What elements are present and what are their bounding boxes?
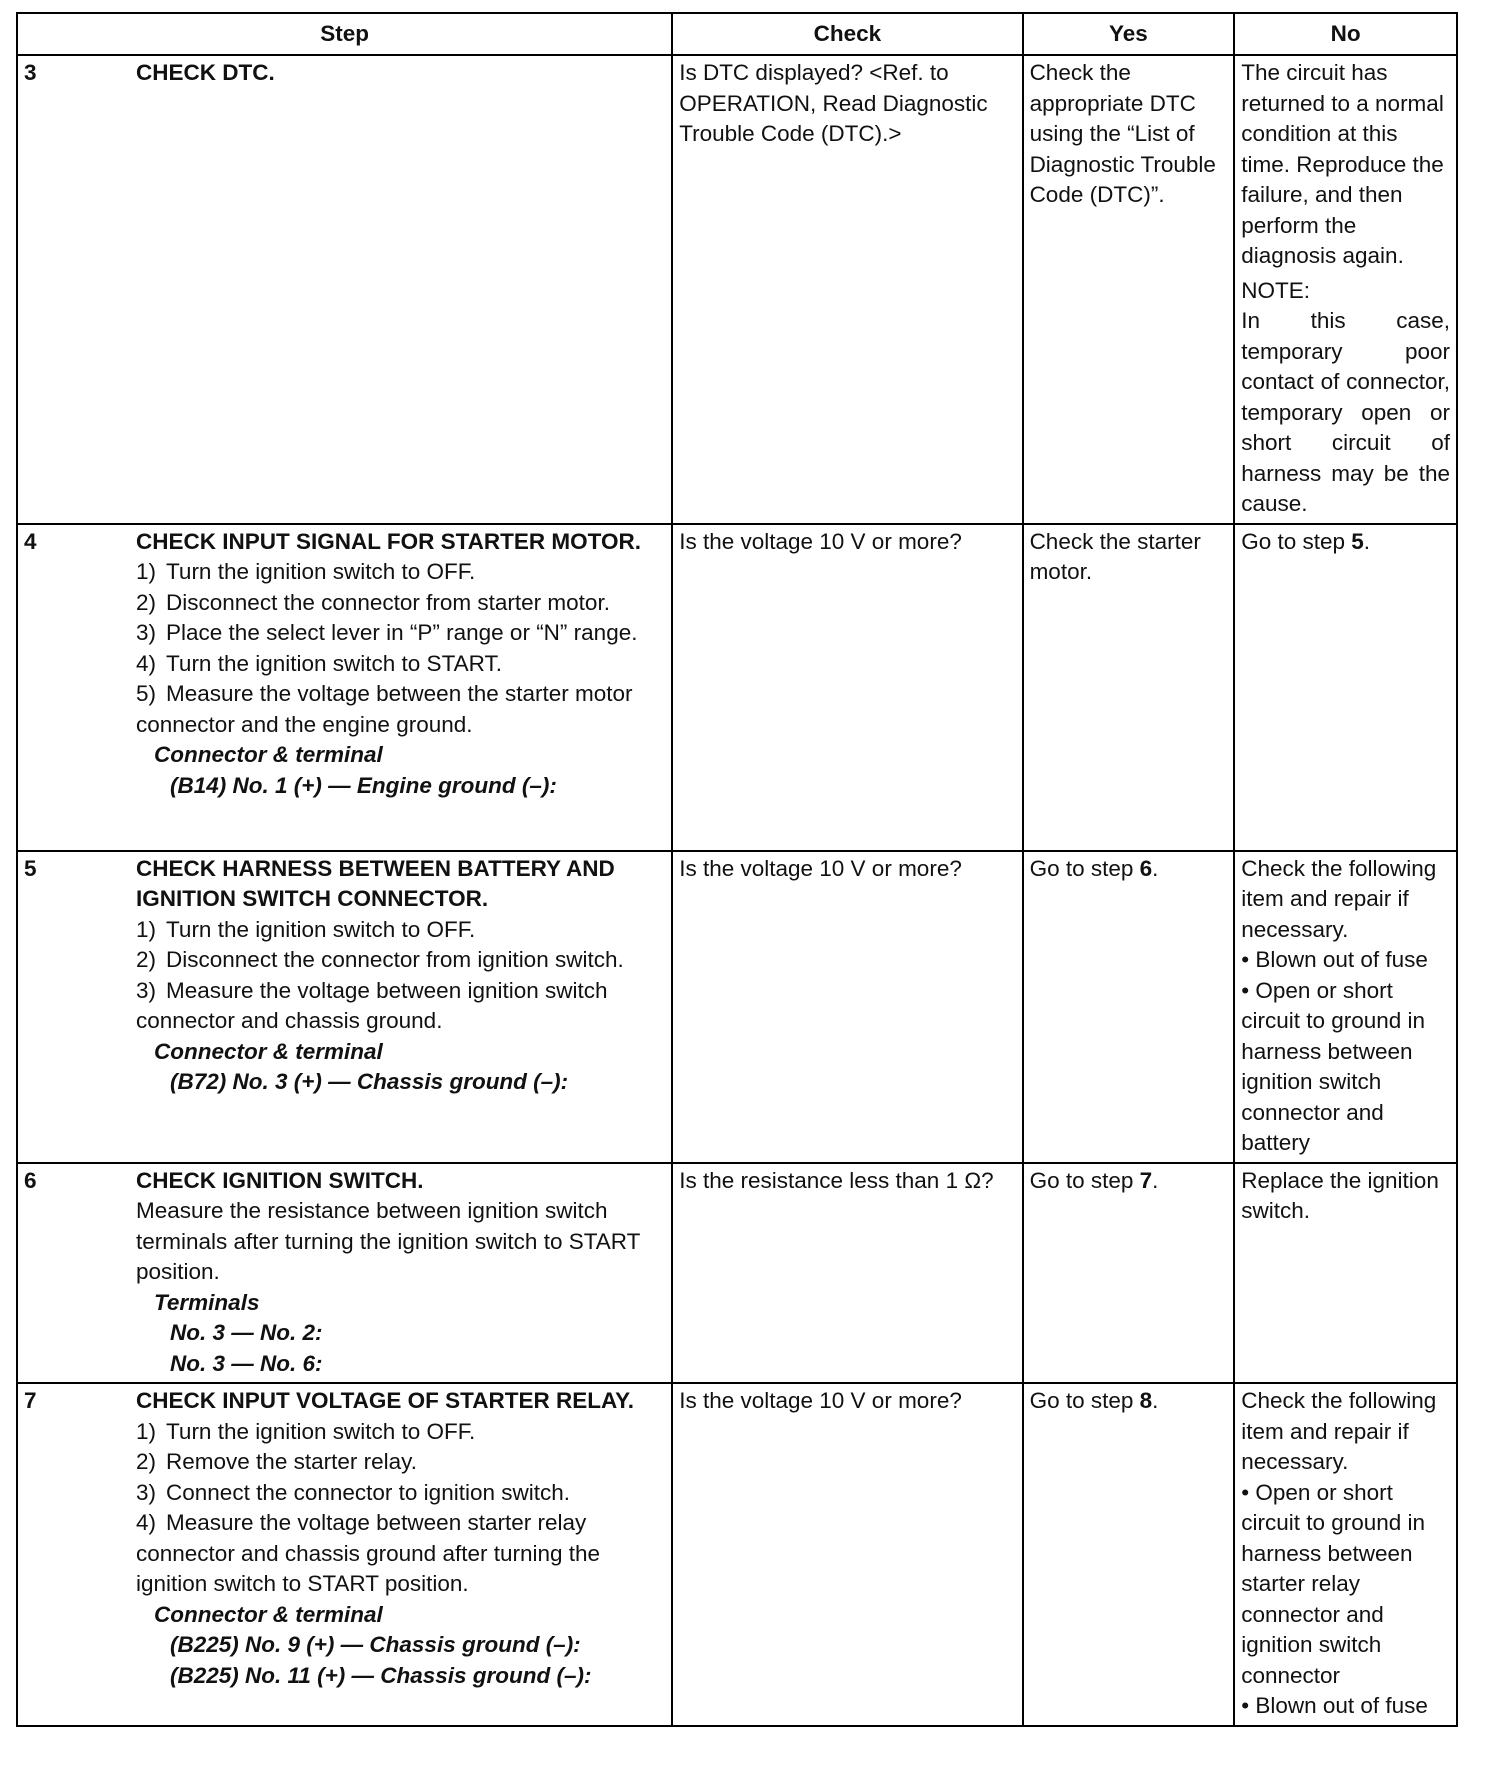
spec-label: Connector & terminal — [154, 1601, 383, 1627]
procedure-item: 4) Measure the voltage between starter relay connector and chassis ground after turning the ignition switch to START position. — [136, 1510, 601, 1596]
spec-value: (B225) No. 11 (+) — Chassis ground (–): — [170, 1662, 592, 1688]
procedure-item: 1) Turn the ignition switch to OFF. — [136, 1418, 476, 1444]
step-cell — [17, 851, 672, 1163]
table-row — [17, 851, 1457, 1163]
spec-value: (B72) No. 3 (+) — Chassis ground (–): — [170, 1069, 569, 1094]
spec-value: (B14) No. 1 (+) — Engine ground (–): — [170, 772, 557, 798]
step-cell — [17, 1163, 672, 1384]
diagnostic-table — [16, 12, 1458, 1727]
spec-value: No. 3 — No. 6: — [170, 1350, 323, 1376]
step-number: 7 — [24, 1388, 37, 1413]
check-cell: Is DTC displayed? <Ref. to OPERATION, Read Diagnostic Trouble Code (DTC).> — [672, 55, 1022, 524]
yes-cell: Go to step 6. — [1023, 851, 1235, 1163]
table-row — [17, 524, 1457, 851]
table-row — [17, 1383, 1457, 1726]
procedure-item: 1) Turn the ignition switch to OFF. — [136, 916, 476, 942]
header-step: Step — [17, 13, 672, 55]
table-row — [17, 55, 1457, 524]
procedure-item: 2) Disconnect the connector from ignition switch. — [136, 947, 624, 972]
check-cell: Is the voltage 10 V or more? — [672, 524, 1022, 851]
procedure-item: 3) Connect the connector to ignition switch. — [136, 1479, 570, 1505]
note-label: NOTE: — [1241, 277, 1310, 303]
check-cell: Is the resistance less than 1 Ω? — [672, 1163, 1022, 1384]
step-number: 3 — [24, 60, 37, 85]
procedure-text: Measure the resistance between ignition switch terminals after turning the ignition switch to START position. — [136, 1198, 640, 1284]
step-cell — [17, 1383, 672, 1726]
spec-label: Connector & terminal — [154, 742, 383, 767]
no-cell: Replace the ignition switch. — [1234, 1163, 1457, 1384]
header-no: No — [1234, 13, 1457, 55]
step-ref: 5 — [1351, 528, 1364, 554]
procedure-item: 1) Turn the ignition switch to OFF. — [136, 559, 476, 584]
step-title: CHECK INPUT VOLTAGE OF STARTER RELAY. — [136, 1388, 634, 1413]
no-cell — [1234, 1383, 1457, 1726]
step-number: 6 — [24, 1167, 37, 1193]
step-title: CHECK IGNITION SWITCH. — [136, 1167, 424, 1193]
no-cell: Go to step 5. — [1234, 524, 1457, 851]
no-text: Check the following item and repair if necessary. — [1241, 855, 1437, 942]
step-title: CHECK INPUT SIGNAL FOR STARTER MOTOR. — [136, 528, 642, 554]
no-text: Check the following item and repair if necessary. — [1241, 1388, 1437, 1474]
check-cell: Is the voltage 10 V or more? — [672, 851, 1022, 1163]
step-title: CHECK HARNESS BETWEEN BATTERY AND IGNITION SWITCH CONNECTOR. — [136, 855, 615, 911]
yes-cell: Check the appropriate DTC using the “List of Diagnostic Trouble Code (DTC)”. — [1023, 55, 1235, 524]
check-cell: Is the voltage 10 V or more? — [672, 1383, 1022, 1726]
no-cell — [1234, 55, 1457, 524]
no-text: The circuit has returned to a normal condition at this time. Reproduce the failure, and then perform the diagnosis again. — [1241, 60, 1444, 268]
spec-value: No. 3 — No. 2: — [170, 1320, 323, 1345]
bullet-item: • Blown out of fuse — [1241, 1693, 1428, 1718]
header-row — [17, 13, 1457, 55]
spec-label: Connector & terminal — [154, 1038, 383, 1064]
yes-cell: Go to step 8. — [1023, 1383, 1235, 1726]
spec-value: (B225) No. 9 (+) — Chassis ground (–): — [170, 1632, 581, 1657]
header-yes: Yes — [1023, 13, 1235, 55]
header-check: Check — [672, 13, 1022, 55]
procedure-item: 3) Measure the voltage between ignition switch connector and chassis ground. — [136, 977, 608, 1033]
procedure-item: 4) Turn the ignition switch to START. — [136, 650, 502, 676]
spec-label: Terminals — [154, 1289, 260, 1315]
step-cell — [17, 55, 672, 524]
procedure-item: 2) Remove the starter relay. — [136, 1449, 417, 1474]
bullet-item: • Open or short circuit to ground in harness between starter relay connector and ignition switch connector — [1241, 1479, 1426, 1688]
procedure-item: 3) Place the select lever in “P” range or “N” range. — [136, 620, 638, 645]
step-number: 5 — [24, 855, 37, 881]
table-row — [17, 1163, 1457, 1384]
step-title: CHECK DTC. — [136, 60, 275, 85]
step-ref: 6 — [1139, 855, 1153, 881]
yes-cell: Check the starter motor. — [1023, 524, 1235, 851]
note-text: In this case, temporary poor contact of connector, temporary open or short circuit of harness may be the cause. — [1241, 308, 1450, 516]
step-ref: 8 — [1139, 1388, 1153, 1413]
bullet-item: • Open or short circuit to ground in harness between ignition switch connector and battery — [1241, 977, 1426, 1155]
no-cell — [1234, 851, 1457, 1163]
yes-cell: Go to step 7. — [1023, 1163, 1235, 1384]
procedure-item: 2) Disconnect the connector from starter motor. — [136, 589, 610, 615]
step-ref: 7 — [1139, 1167, 1153, 1193]
procedure-item: 5) Measure the voltage between the starter motor connector and the engine ground. — [136, 681, 633, 737]
step-number: 4 — [24, 528, 37, 554]
bullet-item: • Blown out of fuse — [1241, 947, 1428, 972]
step-cell — [17, 524, 672, 851]
